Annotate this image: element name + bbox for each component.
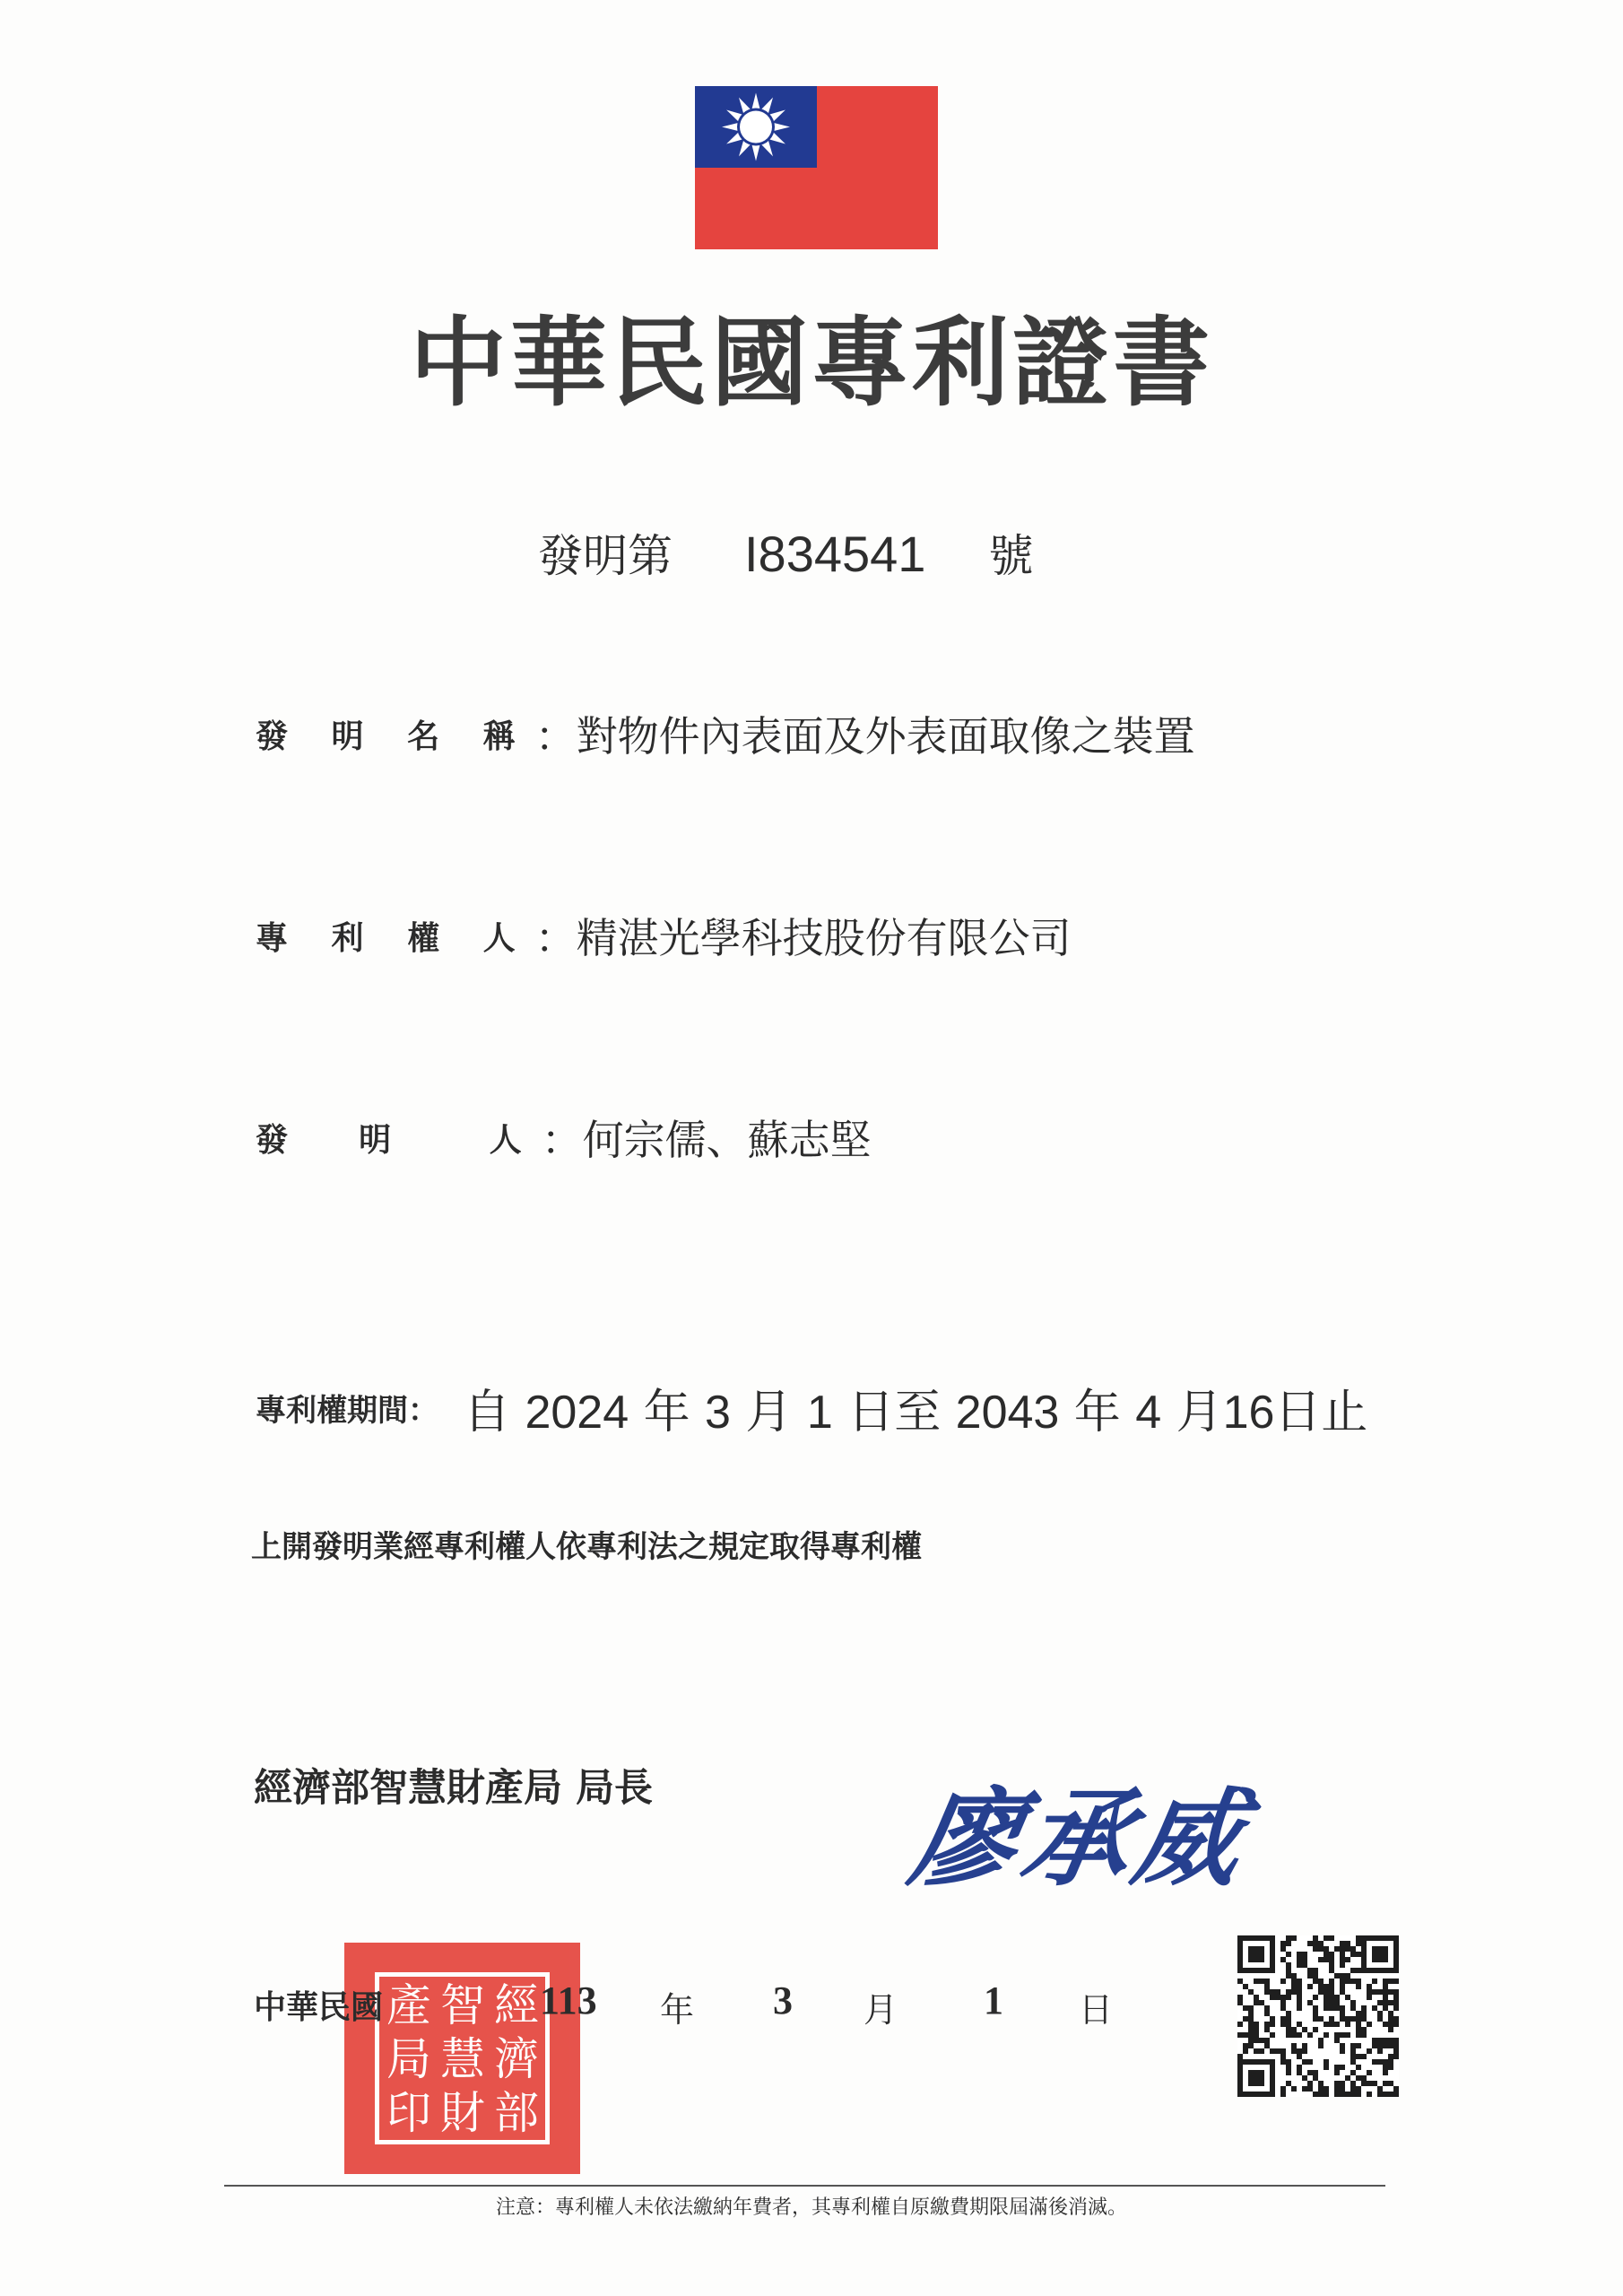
- issuer-title: 經濟部智慧財產局 局長: [254, 1766, 653, 1811]
- seal-char: 局: [386, 2033, 431, 2085]
- date-era: 中華民國: [254, 1989, 384, 2026]
- invention-name-value: ：對物件內表面及外表面取像之裝置: [534, 712, 1195, 761]
- invention-name-field: [256, 704, 1195, 763]
- seal-char: 智: [440, 1979, 485, 2031]
- seal-char: 部: [494, 2087, 539, 2139]
- patent-term-value: 自 2024 年 3 月 1 日至 2043 年 4 月16日止: [464, 1387, 1368, 1439]
- patentee-field: [256, 906, 1072, 965]
- patent-number-line: [538, 520, 1033, 585]
- seal-char: 產: [386, 1979, 431, 2031]
- invention-name-label: 發 明 名 稱: [256, 718, 532, 755]
- qr-code-icon: [1237, 1935, 1399, 2097]
- patent-term-label: 專利權期間：: [256, 1393, 438, 1429]
- date-month: 3: [773, 1979, 793, 2022]
- seal-char: 經: [494, 1979, 539, 2031]
- seal-char: 印: [386, 2087, 431, 2139]
- patentee-value: ：精湛光學科技股份有限公司: [534, 914, 1072, 962]
- seal-char: 慧: [440, 2033, 485, 2085]
- certificate-title: 中華民國專利證書: [409, 307, 1213, 420]
- white-sun-icon: [695, 86, 817, 168]
- seal-char: 財: [440, 2087, 485, 2139]
- grant-statement: 上開發明業經專利權人依專利法之規定取得專利權: [251, 1529, 922, 1565]
- date-day: 1: [984, 1979, 1003, 2022]
- inventor-value: ：何宗儒、蘇志堅: [541, 1116, 872, 1164]
- footer-note: 注意：專利權人未依法繳納年費者，其專利權自原繳費期限屆滿後消滅。: [495, 2196, 1127, 2219]
- director-signature: 廖承威: [902, 1776, 1258, 1900]
- patent-number: I834541: [744, 526, 926, 582]
- date-year: 113: [540, 1979, 597, 2022]
- date-day-unit: 日: [1079, 1990, 1114, 2030]
- footer-divider: [224, 2185, 1385, 2187]
- patentee-label: 專 利 權 人: [256, 919, 532, 957]
- date-year-unit: 年: [660, 1990, 695, 2030]
- inventor-field: [256, 1108, 872, 1167]
- roc-flag-icon: [695, 86, 938, 249]
- patent-number-prefix: 發明第: [538, 530, 673, 582]
- inventor-label: 發 明 人: [256, 1121, 538, 1159]
- patent-term-field: [256, 1374, 1367, 1441]
- patent-number-suffix: 號: [988, 530, 1034, 582]
- date-month-unit: 月: [864, 1990, 898, 2030]
- seal-characters: [382, 1979, 543, 2140]
- seal-char: 濟: [494, 2033, 539, 2085]
